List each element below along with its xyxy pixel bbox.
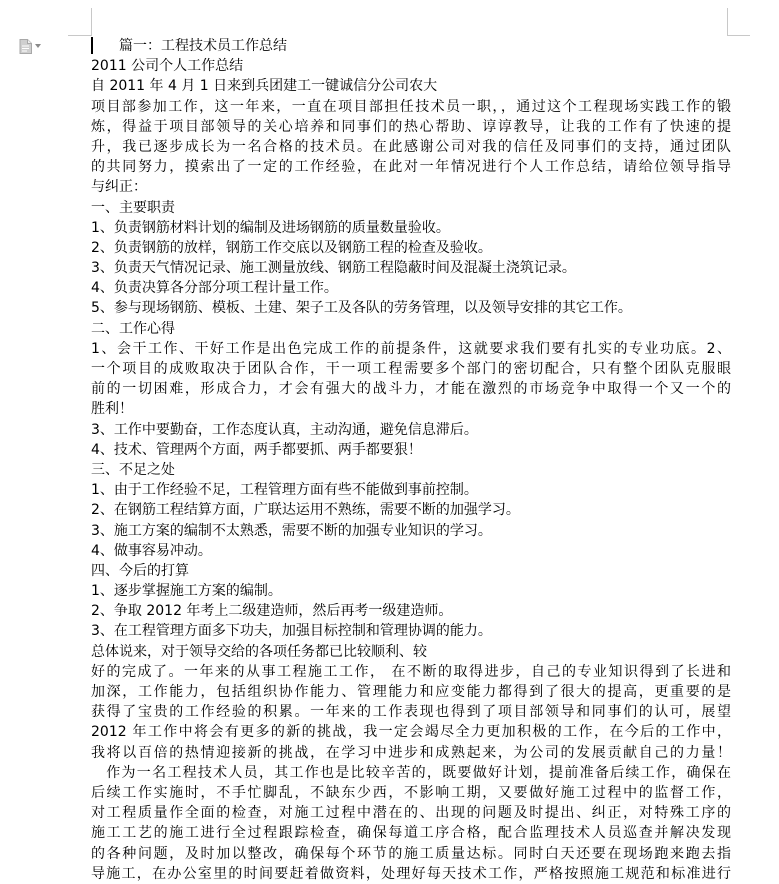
document-line: 3、施工方案的编制不太熟悉，需要不断的加强专业知识的学习。 — [91, 522, 492, 539]
document-line: 加深，工作能力，包括组织协作能力、管理能力和应变能力都得到了很大的提高，更重要的是 — [91, 684, 731, 700]
document-line: 升，我已逐步成长为一名合格的技术员。在此感谢公司对我的信任及同事们的支持，通过团队 — [91, 138, 731, 155]
document-line: 三、不足之处 — [91, 461, 175, 478]
document-line: 项目部参加工作，这一年来，一直在项目部担任技术员一职，，通过这个工程现场实践工作的锻 — [91, 98, 731, 115]
document-line: 3、工作中要勤奋，工作态度认真，主动沟通，避免信息滞后。 — [91, 421, 478, 438]
document-line: 4、做事容易冲动。 — [91, 542, 212, 559]
document-line: 自 2011 年 4 月 1 日来到兵团建工一键诚信分公司农大 — [91, 78, 438, 95]
document-line: 导施工，在办公室里的时间要赶着做资料，处理好每天技术工作，严格按照施工规范和标准进行 — [91, 865, 731, 882]
document-line: 前的一切困难，形成合力，才会有强大的战斗力，才能在激烈的市场竞争中取得一个又一个的 — [91, 381, 731, 398]
page-corner-mark-left — [68, 8, 92, 36]
document-body[interactable] — [91, 36, 731, 884]
document-line: 的各种问题，及时加以整改，确保每个环节的施工质量达标。同时白天还要在现场跑来跑去指 — [91, 845, 731, 862]
document-line: 后续工作实施时，不手忙脚乱，不缺东少西，不影响工期，又要做好施工过程中的监督工作， — [91, 784, 731, 801]
document-line: 2012 年工作中将会有更多的新的挑战，我一定会竭尽全力更加积极的工作，在今后的工作中， — [91, 724, 731, 741]
document-line: 我将以百倍的热情迎接新的挑战，在学习中进步和成熟起来，为公司的发展贡献自己的力量！ — [91, 744, 731, 761]
document-line: 5、参与现场钢筋、模板、土建、架子工及各队的劳务管理，以及领导安排的其它工作。 — [91, 300, 632, 317]
document-line: 2、争取 2012 年考上二级建造师，然后再考一级建造师。 — [91, 603, 453, 620]
document-line: 一个项目的成败取决于团队合作，干一项工程需要多个部门的密切配合，只有整个团队克服眼 — [91, 361, 731, 377]
document-line: 作为一名工程技术人员，其工作也是比较辛苦的，既要做好计划，提前准备后续工作，确保在 — [91, 764, 731, 781]
document-line: 3、负责天气情况记录、施工测量放线、钢筋工程隐蔽时间及混凝土浇筑记录。 — [91, 260, 576, 277]
document-line: 对工程质量作全面的检查，对施工过程中潜在的、出现的问题及时提出、纠正，对特殊工序的 — [91, 805, 731, 822]
document-line: 获得了宝贵的工作经验的积累。一年来的工作表现也得到了项目部领导和同事们的认可，展望 — [91, 704, 731, 721]
document-line: 四、今后的打算 — [91, 562, 189, 579]
document-line: 的共同努力，摸索出了一定的工作经验，在此对一年情况进行个人工作总结，请给位领导指导 — [91, 159, 731, 176]
document-line: 1、由于工作经验不足，工程管理方面有些不能做到事前控制。 — [91, 482, 478, 499]
document-line: 与纠正： — [91, 179, 147, 196]
document-line: 3、在工程管理方面多下功夫，加强目标控制和管理协调的能力。 — [91, 623, 492, 640]
document-line: 胜利！ — [91, 401, 133, 418]
document-line: 1、负责钢筋材料计划的编制及进场钢筋的质量数量验收。 — [91, 219, 450, 236]
document-line: 二、工作心得 — [91, 320, 175, 337]
document-line: 2、在钢筋工程结算方面，广联达运用不熟练，需要不断的加强学习。 — [91, 502, 520, 519]
chevron-down-icon[interactable] — [35, 44, 41, 48]
document-line: 1、逐步掌握施工方案的编制。 — [91, 583, 282, 600]
document-line: 篇一：工程技术员工作总结 — [91, 38, 287, 54]
document-page-icon[interactable] — [19, 39, 32, 54]
document-line: 4、负责决算各分部分项工程计量工作。 — [91, 280, 338, 297]
page-corner-mark-right — [727, 8, 750, 36]
document-line: 2、负责钢筋的放样，钢筋工作交底以及钢筋工程的检查及验收。 — [91, 239, 492, 256]
document-line: 好的完成了。一年来的从事工程施工工作， 在不断的取得进步，自己的专业知识得到了长进和 — [91, 663, 731, 680]
document-line: 2011 公司个人工作总结 — [91, 58, 244, 75]
document-line: 总体说来，对于领导交给的各项任务都已比较顺利、较 — [91, 643, 427, 660]
document-line: 4、技术、管理两个方面，两手都要抓、两手都要狠！ — [91, 441, 422, 458]
document-line: 炼，得益于项目部领导的关心培养和同事们的热心帮助、谆谆教导，让我的工作有了快速的提 — [91, 118, 731, 135]
document-line: 一、主要职责 — [91, 199, 175, 216]
document-line: 1、会干工作、干好工作是出色完成工作的前提条件，这就要求我们要有扎实的专业功底。2、 — [91, 340, 731, 357]
document-line: 施工工艺的施工进行全过程跟踪检查，确保每道工序合格，配合监理技术人员巡查并解决发现 — [91, 825, 731, 842]
